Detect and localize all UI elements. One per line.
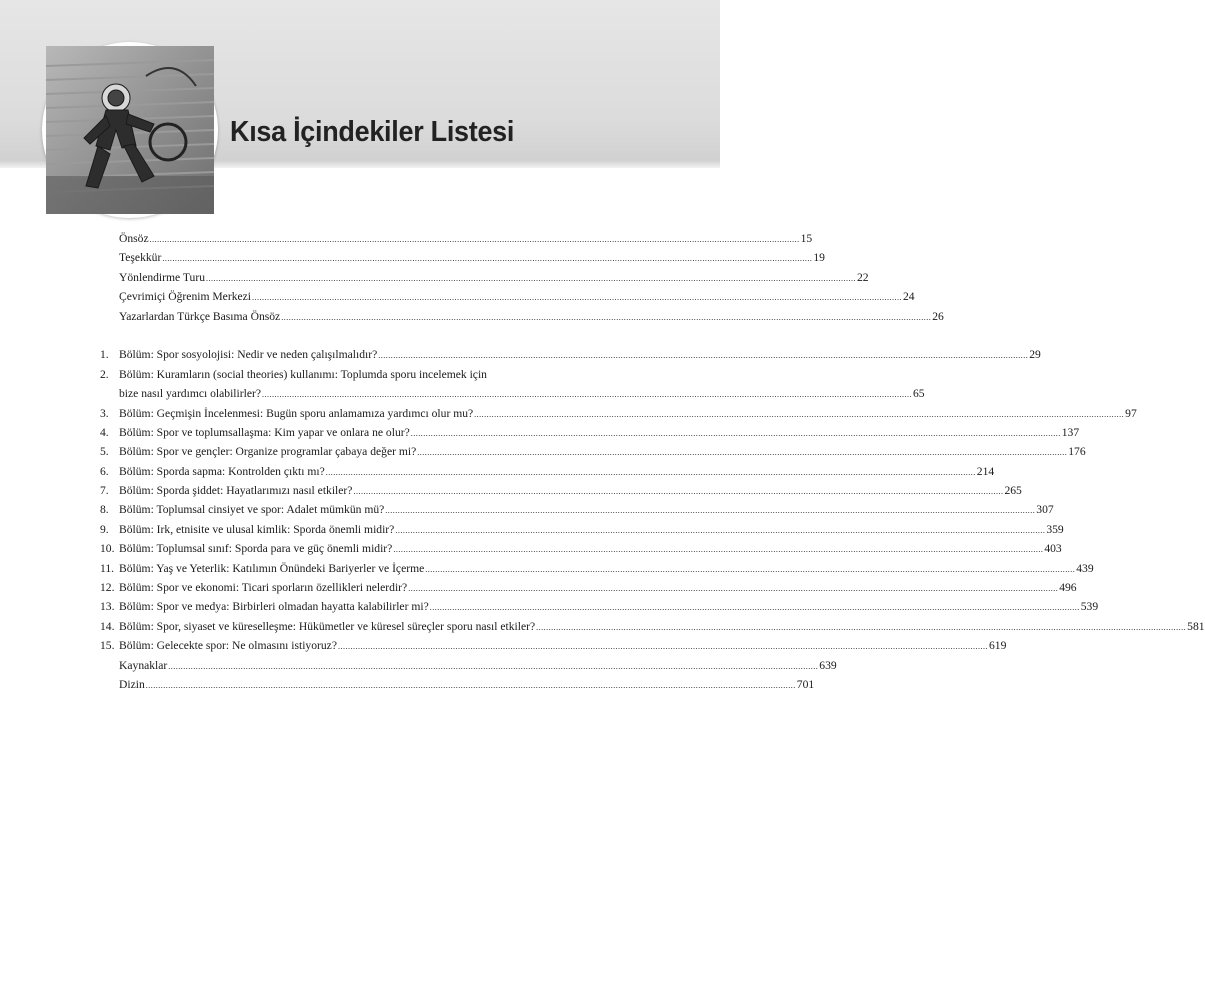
toc-entry-page: 26: [932, 309, 944, 323]
toc-entry[interactable]: [100, 384, 925, 403]
toc-entry-number: 8.: [100, 503, 109, 517]
toc-entry[interactable]: [100, 423, 1080, 442]
toc-entry-page: 307: [1036, 503, 1054, 517]
toc-entry[interactable]: [100, 520, 1064, 539]
toc-entry-label: Yönlendirme Turu: [119, 270, 205, 284]
toc-entry-page: 29: [1029, 348, 1041, 362]
toc-entry-page: 439: [1076, 561, 1094, 575]
toc-entry-label: Bölüm: Gelecekte spor: Ne olmasını istiyoruz?: [119, 639, 337, 653]
dot-leader: ....................................................................................................................................................................................................................................................................: [429, 603, 1080, 613]
dot-leader: ....................................................................................................................................................................................................................................................................: [393, 545, 1044, 555]
toc-entry-label: Kaynaklar: [119, 658, 168, 672]
toc-entry[interactable]: [100, 636, 1007, 655]
dot-leader: ....................................................................................................................................................................................................................................................................: [168, 661, 819, 671]
astronaut-graffiti-photo-icon: [42, 42, 218, 218]
toc-entry[interactable]: [100, 539, 1062, 558]
toc-entry-label: Yazarlardan Türkçe Basıma Önsöz: [119, 309, 281, 323]
toc-entry[interactable]: [100, 248, 825, 267]
toc-entry[interactable]: [100, 500, 1054, 519]
toc-entry-page: 639: [819, 658, 837, 672]
toc-entry-label: Bölüm: Geçmişin İncelenmesi: Bugün sporu anlamamıza yardımcı olur mu?: [119, 406, 474, 420]
toc-entry[interactable]: [100, 481, 1022, 500]
toc-entry-page: 403: [1044, 542, 1062, 556]
toc-entry-number: 9.: [100, 522, 109, 536]
toc-entry-number: 15.: [100, 639, 115, 653]
toc-entry[interactable]: [100, 675, 815, 694]
toc-entry[interactable]: [100, 404, 1137, 423]
toc-entry-page: 619: [988, 639, 1007, 653]
toc-entry[interactable]: [100, 229, 813, 248]
toc-entry[interactable]: [100, 656, 837, 675]
toc-entry-label: Bölüm: Spor ve gençler: Organize programlar çabaya değer mi?: [119, 445, 417, 459]
dot-leader: ....................................................................................................................................................................................................................................................................: [417, 448, 1068, 458]
dot-leader: ....................................................................................................................................................................................................................................................................: [325, 467, 976, 477]
dot-leader: ....................................................................................................................................................................................................................................................................: [474, 409, 1125, 419]
toc-entry-page: 265: [1004, 484, 1022, 498]
toc-entry-page: 496: [1059, 581, 1077, 595]
dot-leader: ....................................................................................................................................................................................................................................................................: [337, 642, 988, 652]
toc-entry-label: Teşekkür: [119, 251, 162, 265]
toc-entry-number: 7.: [100, 484, 109, 498]
toc-entry-label: Çevrimiçi Öğrenim Merkezi: [119, 290, 251, 304]
page-title: Kısa İçindekiler Listesi: [230, 116, 515, 148]
dot-leader: ....................................................................................................................................................................................................................................................................: [353, 487, 1004, 497]
toc-entry-label: Bölüm: Spor ve ekonomi: Ticari sporların özellikleri nelerdir?: [119, 581, 408, 595]
toc-entry-number: 5.: [100, 445, 109, 459]
toc-entry[interactable]: [100, 597, 1099, 616]
toc-entry-number: 13.: [100, 600, 115, 614]
toc-entry-number: 1.: [100, 348, 109, 362]
toc-entry[interactable]: [100, 617, 1205, 636]
toc-entry-page: 539: [1080, 600, 1099, 614]
toc-entry-page: 65: [912, 387, 925, 401]
toc-entry-label: Dizin: [119, 677, 145, 691]
toc-entry[interactable]: [100, 462, 995, 481]
toc-entry-label: Bölüm: Toplumsal sınıf: Sporda para ve güç önemli midir?: [119, 542, 393, 556]
toc-entry-number: 10.: [100, 542, 115, 556]
toc-entry-page: 359: [1046, 522, 1064, 536]
toc-entry-label: Bölüm: Sporda sapma: Kontrolden çıktı mı?: [119, 464, 325, 478]
dot-leader: ....................................................................................................................................................................................................................................................................: [408, 584, 1059, 594]
toc-entry-label: Bölüm: Spor ve toplumsallaşma: Kim yapar ve onlara ne olur?: [119, 425, 410, 439]
toc-entry-label: Önsöz: [119, 232, 149, 245]
dot-leader: ....................................................................................................................................................................................................................................................................: [206, 273, 856, 283]
toc-entry-label: Bölüm: Spor ve medya: Birbirleri olmadan hayatta kalabilirler mi?: [119, 600, 429, 614]
toc-entry[interactable]: [100, 307, 944, 326]
dot-leader: ....................................................................................................................................................................................................................................................................: [385, 506, 1036, 516]
toc-entry-number: 2.: [100, 367, 109, 381]
toc-entry-number: 12.: [100, 581, 115, 595]
toc-entry-label: Bölüm: Spor sosyolojisi: Nedir ve neden çalışılmalıdır?: [119, 348, 378, 362]
toc-entry-number: 3.: [100, 406, 109, 420]
dot-leader: ....................................................................................................................................................................................................................................................................: [252, 293, 902, 303]
toc-entry-page: 24: [903, 290, 915, 304]
toc-entry-label: bize nasıl yardımcı olabilirler?: [119, 387, 261, 401]
section-gap: [100, 326, 609, 345]
dot-leader: ....................................................................................................................................................................................................................................................................: [410, 428, 1061, 438]
dot-leader: ....................................................................................................................................................................................................................................................................: [145, 680, 796, 690]
toc-entry-label: Bölüm: Kuramların (social theories) kullanımı: Toplumda sporu incelemek için: [119, 367, 487, 381]
table-of-contents: [100, 229, 1205, 694]
toc-entry-label: Bölüm: Irk, etnisite ve ulusal kimlik: Sporda önemli midir?: [119, 522, 395, 536]
toc-entry[interactable]: [100, 559, 1094, 578]
toc-entry[interactable]: [100, 268, 869, 287]
toc-entry[interactable]: [100, 345, 1041, 364]
toc-entry-label: Bölüm: Toplumsal cinsiyet ve spor: Adalet mümkün mü?: [119, 503, 385, 517]
dot-leader: ....................................................................................................................................................................................................................................................................: [162, 254, 813, 264]
toc-entry-page: 581: [1187, 619, 1205, 633]
dot-leader: ....................................................................................................................................................................................................................................................................: [281, 312, 932, 322]
toc-entry[interactable]: [100, 442, 1086, 461]
toc-entry[interactable]: [100, 365, 609, 384]
toc-entry-page: 15: [800, 232, 813, 245]
toc-entry-label: Bölüm: Spor, siyaset ve küreselleşme: Hükümetler ve küresel süreçler sporu nasıl etkiler?: [119, 619, 536, 633]
toc-entry-page: 701: [796, 677, 815, 691]
toc-entry-page: 176: [1068, 445, 1086, 459]
toc-entry[interactable]: [100, 578, 1077, 597]
dot-leader: ....................................................................................................................................................................................................................................................................: [261, 390, 912, 400]
dot-leader: ....................................................................................................................................................................................................................................................................: [149, 235, 800, 244]
dot-leader: ....................................................................................................................................................................................................................................................................: [536, 622, 1187, 632]
dot-leader: ....................................................................................................................................................................................................................................................................: [425, 564, 1076, 574]
toc-entry-page: 22: [857, 270, 869, 284]
dot-leader: ....................................................................................................................................................................................................................................................................: [395, 525, 1046, 535]
toc-entry-label: Bölüm: Sporda şiddet: Hayatlarımızı nasıl etkiler?: [119, 484, 353, 498]
toc-entry-page: 214: [976, 464, 995, 478]
toc-entry-number: 4.: [100, 425, 109, 439]
toc-entry-page: 97: [1125, 406, 1137, 420]
dot-leader: ....................................................................................................................................................................................................................................................................: [378, 351, 1029, 361]
toc-entry-number: 6.: [100, 464, 109, 478]
toc-entry-page: 137: [1061, 425, 1080, 439]
toc-entry-label: Bölüm: Yaş ve Yeterlik: Katılımın Önündeki Bariyerler ve İçerme: [119, 561, 425, 575]
toc-entry[interactable]: [100, 287, 915, 306]
toc-entry-page: 19: [813, 251, 825, 265]
toc-entry-number: 14.: [100, 619, 115, 633]
toc-entry-number: 11.: [100, 561, 115, 575]
